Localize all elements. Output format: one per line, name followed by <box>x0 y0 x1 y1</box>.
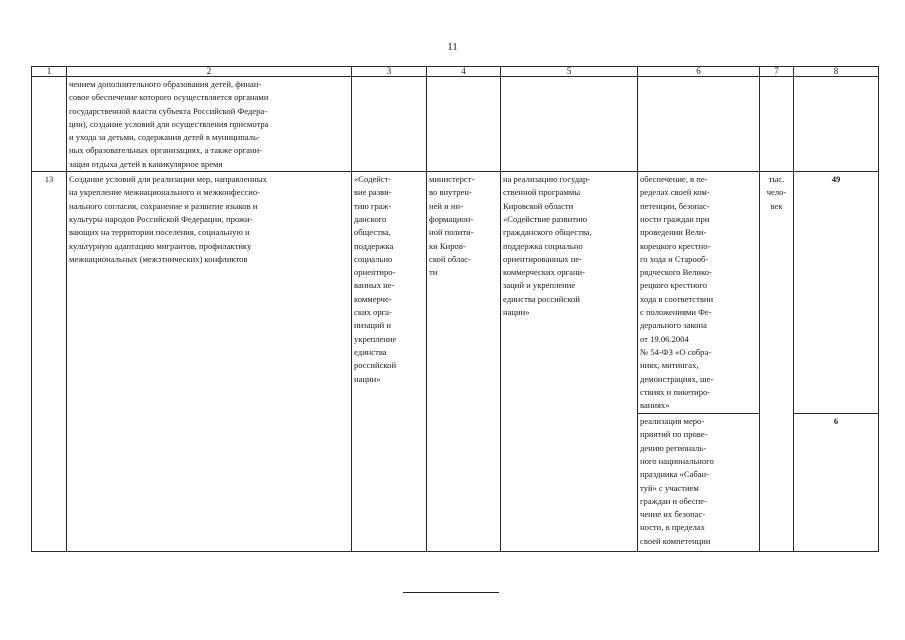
measure-cell: обеспечение, в пе- ределах своей ком- петенции, безопас- ности граждан при проведении Вели- корецкого крестно- го хода и Старооб- рядческого Велико- рецкого крестного хода в соответствии с положениями Фе- дерального закона от 19.06.2004 № 54-ФЗ «О собра- ниях, митингах, демонстрациях, ше- ствиях и пикетиро- ваниях» <box>638 172 760 414</box>
column-header: 2 <box>67 67 352 77</box>
ministry-cell: министерст- во внутрен- ней и ин- формацион- ной полити- ки Киров- ской облас- ти <box>427 172 501 552</box>
footnote-separator <box>403 592 499 593</box>
column-header: 8 <box>794 67 879 77</box>
column-header: 1 <box>32 67 67 77</box>
value-cell <box>794 77 879 172</box>
column-header: 7 <box>760 67 794 77</box>
unit-cell: тыс. чело- век <box>760 172 794 552</box>
ministry-cell <box>427 77 501 172</box>
description-cell: Создание условий для реализации мер, направленных на укрепление межнационального и межконфессио- нального согласия, сохранение и развитие языков и культуры народов Российской Федерации, прожи- вающих на территории поселения, социальную и культурную адаптацию мигрантов, профилактику межнациональных (межэтнических) конфликтов <box>67 172 352 552</box>
measure-cell: реализация меро- приятий по прове- дению региональ- ного национального праздника «Сабан- туй» с участием граждан и обеспе- чение их безопас- ности, в пределах своей компетенции <box>638 414 760 552</box>
purpose-cell: на реализацию государ- ственной программы Кировской области «Содействие развитию гражданского общества, поддержка социально ориентированных не- коммерческих органи- заций и укрепление единства российской нации» <box>501 172 638 552</box>
row-number-cell <box>32 77 67 172</box>
program-cell <box>352 77 427 172</box>
row-number-cell: 13 <box>32 172 67 552</box>
header-row <box>32 67 879 77</box>
value-cell: 49 <box>794 172 879 414</box>
purpose-cell <box>501 77 638 172</box>
document-table <box>31 66 879 552</box>
program-cell: «Содейст- вие разви- тию граж- данского общества, поддержка социально ориентиро- ванных не- коммерче- ских орга- низаций и укрепление единства российской нации» <box>352 172 427 552</box>
description-cell: чением дополнительного образования детей, финан- совое обеспечение которого осуществляется органами государственной власти субъекта Российской Федера- ции), создание условий для осуществления присмотра и ухода за детьми, содержания детей в муниципаль- ных образовательных организациях, а также органи- зация отдыха детей в каникулярное время <box>67 77 352 172</box>
measure-cell <box>638 77 760 172</box>
page-number: 11 <box>447 41 458 53</box>
value-cell: 6 <box>794 414 879 552</box>
unit-cell <box>760 77 794 172</box>
column-header: 4 <box>427 67 501 77</box>
column-header: 6 <box>638 67 760 77</box>
column-header: 5 <box>501 67 638 77</box>
column-header: 3 <box>352 67 427 77</box>
table-row <box>32 172 879 414</box>
table-row <box>32 77 879 172</box>
